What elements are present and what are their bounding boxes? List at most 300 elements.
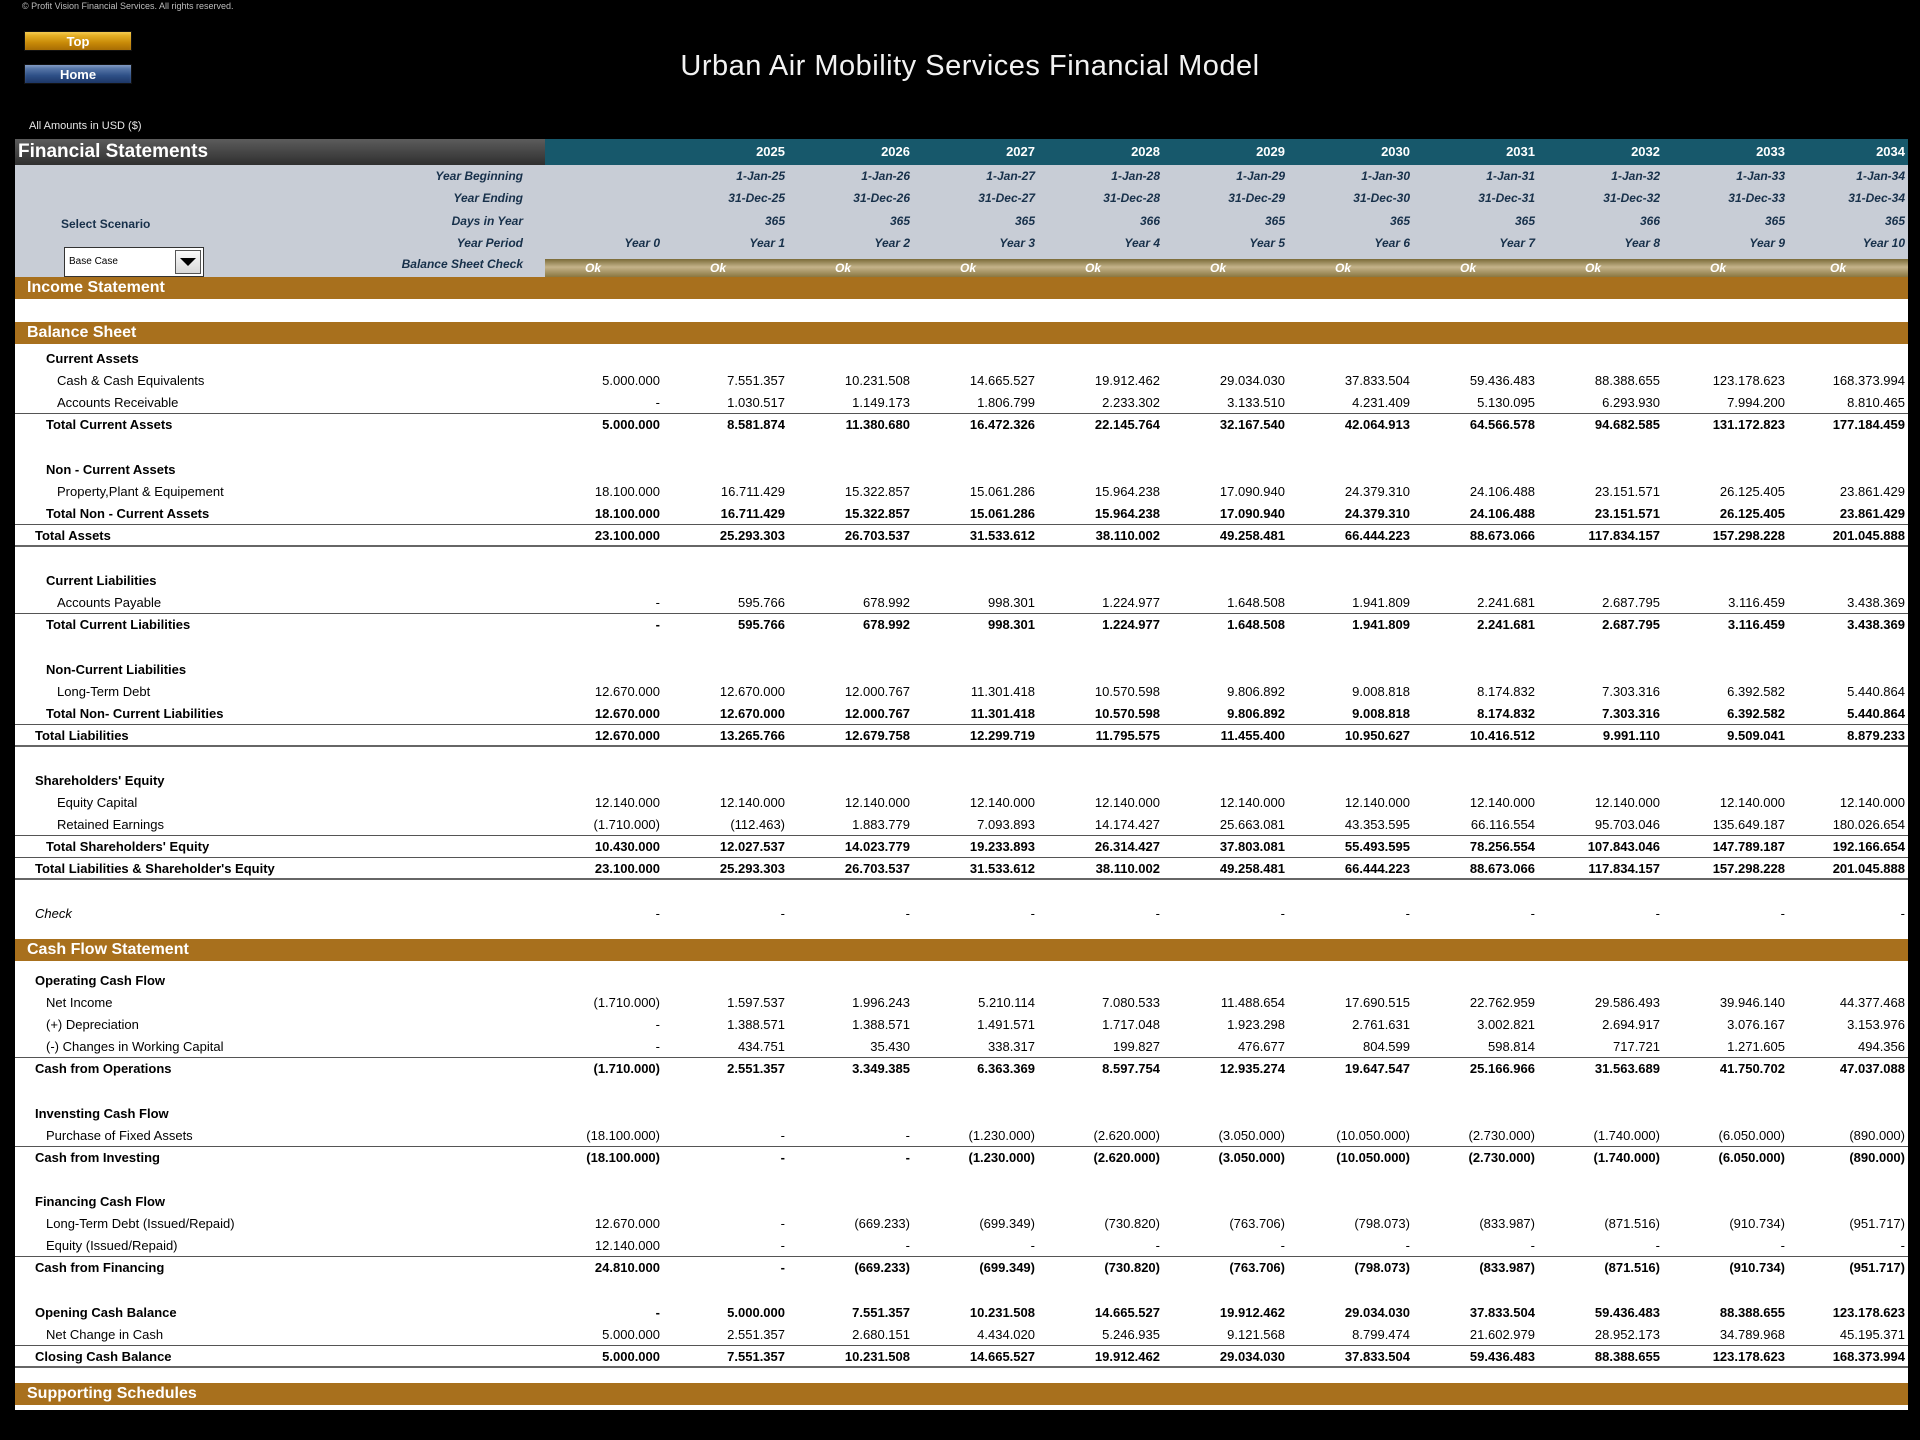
cash-flow-band[interactable]: Cash Flow Statement — [15, 939, 1908, 961]
table-row — [15, 992, 1908, 1014]
year-ending-cell: 31-Dec-27 — [978, 191, 1035, 205]
row-label: Net Change in Cash — [46, 1327, 164, 1342]
row-value-cell: 9.008.818 — [1352, 684, 1410, 699]
row-label: Closing Cash Balance — [35, 1349, 172, 1364]
row-value-cell: 22.762.959 — [1469, 995, 1535, 1010]
row-value-cell: - — [1405, 1238, 1410, 1253]
row-value-cell: 1.271.605 — [1727, 1039, 1785, 1054]
balance-check-cell: Ok — [1460, 261, 1477, 275]
row-value-cell: 1.996.243 — [852, 995, 910, 1010]
row-value-cell: 135.649.187 — [1712, 817, 1785, 832]
row-value-cell: 25.166.966 — [1469, 1061, 1535, 1076]
row-label: Equity (Issued/Repaid) — [46, 1238, 178, 1253]
row-value-cell: 3.076.167 — [1727, 1017, 1785, 1032]
row-value-cell: 2.687.795 — [1602, 617, 1660, 632]
year-ending-cell: 31-Dec-28 — [1103, 191, 1160, 205]
row-value-cell: - — [905, 1238, 910, 1253]
year-header-cell: 2025 — [756, 144, 785, 159]
row-label: Total Current Assets — [46, 417, 173, 432]
row-value-cell: 12.679.758 — [844, 728, 910, 743]
row-value-cell: 199.827 — [1113, 1039, 1160, 1054]
row-value-cell: 5.440.864 — [1847, 706, 1905, 721]
row-label: Long-Term Debt — [57, 684, 151, 699]
row-value-cell: - — [1530, 906, 1535, 921]
row-label: Invensting Cash Flow — [35, 1106, 169, 1121]
row-value-cell: 998.301 — [988, 595, 1035, 610]
row-value-cell: 25.293.303 — [719, 528, 785, 543]
row-value-cell: - — [1780, 1238, 1785, 1253]
row-value-cell: 7.551.357 — [727, 373, 785, 388]
row-value-cell: 8.174.832 — [1477, 706, 1535, 721]
table-row — [15, 503, 1908, 525]
balance-check-cell: Ok — [1210, 261, 1227, 275]
row-value-cell: 1.923.298 — [1227, 1017, 1285, 1032]
row-value-cell: 123.178.623 — [1832, 1305, 1905, 1320]
row-value-cell: 595.766 — [738, 617, 785, 632]
row-value-cell: (833.987) — [1479, 1260, 1535, 1275]
row-value-cell: - — [1280, 1238, 1285, 1253]
row-value-cell: (18.100.000) — [586, 1150, 660, 1165]
row-value-cell: 9.806.892 — [1227, 684, 1285, 699]
row-value-cell: 8.581.874 — [727, 417, 785, 432]
year-period-cell: Year 4 — [1124, 236, 1160, 250]
row-value-cell: 49.258.481 — [1219, 861, 1285, 876]
row-value-cell: - — [780, 1260, 785, 1275]
year-header-cell: 2032 — [1631, 144, 1660, 159]
row-value-cell: (2.730.000) — [1468, 1150, 1535, 1165]
row-value-cell: 14.665.527 — [969, 373, 1035, 388]
row-label: Current Liabilities — [46, 573, 157, 588]
days-in-year-cell: 365 — [1514, 214, 1535, 228]
row-value-cell: 1.491.571 — [977, 1017, 1035, 1032]
row-value-cell: 1.224.977 — [1102, 595, 1160, 610]
row-value-cell: 35.430 — [870, 1039, 910, 1054]
row-value-cell: (951.717) — [1849, 1216, 1905, 1231]
row-value-cell: - — [655, 1017, 660, 1032]
year-beginning-cell: 1-Jan-29 — [1236, 169, 1285, 183]
balance-check-cell: Ok — [585, 261, 602, 275]
table-row — [15, 858, 1908, 880]
year-beginning-cell: 1-Jan-27 — [986, 169, 1035, 183]
year-period-label: Year Period — [456, 236, 523, 250]
year-ending-cell: 31-Dec-25 — [728, 191, 785, 205]
table-row — [15, 392, 1908, 414]
row-value-cell: (730.820) — [1104, 1216, 1160, 1231]
row-value-cell: 1.648.508 — [1227, 595, 1285, 610]
row-value-cell: 8.879.233 — [1847, 728, 1905, 743]
year-period-cell: Year 6 — [1374, 236, 1410, 250]
row-value-cell: 9.806.892 — [1227, 706, 1285, 721]
row-value-cell: 168.373.994 — [1832, 1349, 1905, 1364]
days-in-year-cell: 365 — [1264, 214, 1285, 228]
row-value-cell: 7.994.200 — [1727, 395, 1785, 410]
balance-check-cell: Ok — [1085, 261, 1102, 275]
row-value-cell: 15.964.238 — [1094, 506, 1160, 521]
row-value-cell: 157.298.228 — [1712, 861, 1785, 876]
row-value-cell: 1.030.517 — [727, 395, 785, 410]
year-beginning-cell: 1-Jan-33 — [1736, 169, 1785, 183]
row-value-cell: 17.090.940 — [1219, 484, 1285, 499]
row-value-cell: 37.803.081 — [1219, 839, 1285, 854]
row-value-cell: (699.349) — [979, 1216, 1035, 1231]
row-value-cell: (798.073) — [1354, 1260, 1410, 1275]
supporting-schedules-band[interactable]: Supporting Schedules — [15, 1383, 1908, 1405]
row-value-cell: 11.455.400 — [1220, 728, 1285, 743]
row-value-cell: 14.665.527 — [969, 1349, 1035, 1364]
days-in-year-cell: 365 — [889, 214, 910, 228]
scenario-select-value: Base Case — [69, 256, 118, 267]
row-value-cell: 10.570.598 — [1094, 684, 1160, 699]
row-value-cell: 8.174.832 — [1477, 684, 1535, 699]
row-value-cell: 26.314.427 — [1094, 839, 1160, 854]
row-value-cell: 434.751 — [738, 1039, 785, 1054]
row-value-cell: 12.000.767 — [844, 684, 910, 699]
row-value-cell: 2.241.681 — [1477, 617, 1535, 632]
row-value-cell: 2.694.917 — [1602, 1017, 1660, 1032]
row-value-cell: 1.149.173 — [852, 395, 910, 410]
row-value-cell: 45.195.371 — [1839, 1327, 1905, 1342]
row-value-cell: - — [655, 395, 660, 410]
row-value-cell: 8.810.465 — [1847, 395, 1905, 410]
table-row — [15, 1014, 1908, 1036]
row-value-cell: 88.388.655 — [1594, 373, 1660, 388]
balance-check-cell: Ok — [710, 261, 727, 275]
row-label: (+) Depreciation — [46, 1017, 139, 1032]
year-ending-cell: 31-Dec-29 — [1228, 191, 1285, 205]
row-value-cell: - — [655, 595, 660, 610]
row-label: Operating Cash Flow — [35, 973, 166, 988]
row-label: Retained Earnings — [57, 817, 164, 832]
row-value-cell: - — [655, 906, 660, 921]
row-value-cell: 7.080.533 — [1102, 995, 1160, 1010]
year-period-cell: Year 1 — [749, 236, 785, 250]
row-value-cell: 6.392.582 — [1727, 684, 1785, 699]
row-value-cell: (1.710.000) — [593, 1061, 660, 1076]
row-value-cell: 12.670.000 — [594, 1216, 660, 1231]
row-value-cell: 12.000.767 — [844, 706, 910, 721]
row-value-cell: 88.673.066 — [1469, 861, 1535, 876]
row-value-cell: - — [1530, 1238, 1535, 1253]
row-value-cell: 12.670.000 — [594, 684, 660, 699]
row-value-cell: (699.349) — [979, 1260, 1035, 1275]
table-row — [15, 1125, 1908, 1147]
row-value-cell: 12.140.000 — [594, 1238, 660, 1253]
row-value-cell: 180.026.654 — [1832, 817, 1905, 832]
table-row — [15, 792, 1908, 814]
table-row — [15, 814, 1908, 836]
table-row — [15, 348, 1908, 370]
row-value-cell: 14.665.527 — [1094, 1305, 1160, 1320]
row-label: (-) Changes in Working Capital — [46, 1039, 224, 1054]
top-button[interactable]: Top — [24, 31, 132, 51]
table-row — [15, 570, 1908, 592]
row-value-cell: 23.100.000 — [594, 528, 660, 543]
row-value-cell: - — [905, 906, 910, 921]
table-row — [15, 725, 1908, 747]
row-value-cell: - — [1280, 906, 1285, 921]
row-value-cell: 3.133.510 — [1227, 395, 1285, 410]
row-value-cell: 24.379.310 — [1344, 484, 1410, 499]
row-value-cell: (890.000) — [1849, 1150, 1905, 1165]
row-value-cell: 3.116.459 — [1727, 617, 1785, 632]
row-label: Cash from Financing — [35, 1260, 165, 1275]
row-value-cell: 64.566.578 — [1469, 417, 1535, 432]
row-value-cell: 8.799.474 — [1352, 1327, 1410, 1342]
row-value-cell: 24.106.488 — [1469, 506, 1535, 521]
row-value-cell: 15.322.857 — [844, 506, 910, 521]
row-value-cell: - — [780, 1238, 785, 1253]
amounts-note: All Amounts in USD ($) — [29, 120, 142, 132]
row-value-cell: 47.037.088 — [1839, 1061, 1905, 1076]
row-label: Financing Cash Flow — [35, 1194, 166, 1209]
row-value-cell: - — [1900, 1238, 1905, 1253]
row-value-cell: 42.064.913 — [1344, 417, 1410, 432]
row-value-cell: 5.246.935 — [1102, 1327, 1160, 1342]
row-value-cell: 6.293.930 — [1602, 395, 1660, 410]
row-value-cell: 23.151.571 — [1594, 484, 1660, 499]
row-value-cell: 19.233.893 — [969, 839, 1035, 854]
row-value-cell: 23.151.571 — [1594, 506, 1660, 521]
row-value-cell: 3.002.821 — [1477, 1017, 1535, 1032]
row-value-cell: 476.677 — [1238, 1039, 1285, 1054]
row-value-cell: 26.125.405 — [1719, 506, 1785, 521]
row-value-cell: 2.687.795 — [1602, 595, 1660, 610]
year-ending-cell: 31-Dec-34 — [1848, 191, 1905, 205]
row-value-cell: 123.178.623 — [1712, 1349, 1785, 1364]
home-button[interactable]: Home — [24, 64, 132, 84]
row-value-cell: 10.231.508 — [969, 1305, 1035, 1320]
row-value-cell: - — [1030, 1238, 1035, 1253]
row-value-cell: 7.093.893 — [977, 817, 1035, 832]
row-value-cell: 38.110.002 — [1095, 861, 1160, 876]
year-period-cell: Year 10 — [1862, 236, 1905, 250]
row-value-cell: (910.734) — [1729, 1216, 1785, 1231]
row-value-cell: (669.233) — [854, 1216, 910, 1231]
row-value-cell: 14.174.427 — [1094, 817, 1160, 832]
row-value-cell: 117.834.157 — [1588, 528, 1660, 543]
row-value-cell: 12.670.000 — [719, 684, 785, 699]
row-value-cell: 7.551.357 — [852, 1305, 910, 1320]
row-value-cell: 88.388.655 — [1719, 1305, 1785, 1320]
row-value-cell: 9.008.818 — [1352, 706, 1410, 721]
row-value-cell: - — [1655, 1238, 1660, 1253]
table-row — [15, 770, 1908, 792]
row-value-cell: 16.711.429 — [720, 506, 785, 521]
row-value-cell: 24.106.488 — [1469, 484, 1535, 499]
row-value-cell: 9.509.041 — [1727, 728, 1785, 743]
row-value-cell: 32.167.540 — [1219, 417, 1285, 432]
year-beginning-cell: 1-Jan-28 — [1111, 169, 1160, 183]
row-value-cell: 12.140.000 — [1839, 795, 1905, 810]
row-value-cell: 23.100.000 — [594, 861, 660, 876]
row-value-cell: 59.436.483 — [1469, 1349, 1535, 1364]
row-value-cell: 1.388.571 — [727, 1017, 785, 1032]
row-label: Equity Capital — [57, 795, 138, 810]
row-value-cell: 12.140.000 — [1719, 795, 1785, 810]
row-value-cell: 494.356 — [1858, 1039, 1905, 1054]
row-value-cell: (10.050.000) — [1336, 1150, 1410, 1165]
row-value-cell: 59.436.483 — [1594, 1305, 1660, 1320]
row-value-cell: 29.034.030 — [1219, 373, 1285, 388]
row-value-cell: 131.172.823 — [1712, 417, 1785, 432]
row-value-cell: 998.301 — [988, 617, 1035, 632]
row-value-cell: 3.438.369 — [1847, 617, 1905, 632]
row-value-cell: 10.950.627 — [1344, 728, 1410, 743]
row-value-cell: (2.730.000) — [1468, 1128, 1535, 1143]
row-value-cell: 12.299.719 — [969, 728, 1035, 743]
row-value-cell: 19.647.547 — [1344, 1061, 1410, 1076]
table-row — [15, 1324, 1908, 1346]
row-value-cell: 37.833.504 — [1469, 1305, 1535, 1320]
year-header-cell: 2034 — [1876, 144, 1905, 159]
row-value-cell: (890.000) — [1849, 1128, 1905, 1143]
row-value-cell: 8.597.754 — [1102, 1061, 1160, 1076]
row-value-cell: 5.210.114 — [978, 995, 1035, 1010]
table-row — [15, 414, 1908, 436]
row-value-cell: 12.140.000 — [594, 795, 660, 810]
row-value-cell: 4.434.020 — [977, 1327, 1035, 1342]
year-period-cell: Year 7 — [1499, 236, 1535, 250]
balance-sheet-band[interactable]: Balance Sheet — [15, 322, 1908, 344]
table-row — [15, 525, 1908, 547]
year-period-cell: Year 8 — [1624, 236, 1660, 250]
balance-sheet-check-label: Balance Sheet Check — [401, 257, 523, 271]
row-value-cell: 12.140.000 — [969, 795, 1035, 810]
row-value-cell: (6.050.000) — [1718, 1128, 1785, 1143]
table-row — [15, 1235, 1908, 1257]
row-value-cell: 9.121.568 — [1227, 1327, 1285, 1342]
row-value-cell: 11.301.418 — [970, 706, 1035, 721]
row-label: Property,Plant & Equipement — [57, 484, 224, 499]
years-header-bar — [15, 139, 1908, 165]
row-value-cell: 37.833.504 — [1344, 1349, 1410, 1364]
row-value-cell: (3.050.000) — [1218, 1128, 1285, 1143]
row-label: Accounts Payable — [57, 595, 162, 610]
row-value-cell: 29.034.030 — [1219, 1349, 1285, 1364]
days-in-year-cell: 365 — [764, 214, 785, 228]
row-value-cell: 2.551.357 — [727, 1327, 785, 1342]
row-value-cell: 11.380.680 — [845, 417, 910, 432]
row-value-cell: (18.100.000) — [586, 1128, 660, 1143]
table-row — [15, 592, 1908, 614]
row-value-cell: 678.992 — [863, 595, 910, 610]
balance-check-cell: Ok — [1335, 261, 1352, 275]
row-label: Check — [35, 906, 72, 921]
row-label: Total Liabilities — [35, 728, 129, 743]
row-value-cell: 12.140.000 — [1344, 795, 1410, 810]
row-value-cell: 147.789.187 — [1712, 839, 1785, 854]
row-value-cell: - — [655, 1039, 660, 1054]
row-value-cell: 55.493.595 — [1344, 839, 1410, 854]
row-value-cell: 5.000.000 — [602, 1327, 660, 1342]
row-value-cell: 192.166.654 — [1832, 839, 1905, 854]
row-value-cell: (1.230.000) — [968, 1150, 1035, 1165]
row-label: Purchase of Fixed Assets — [46, 1128, 193, 1143]
row-value-cell: 2.233.302 — [1102, 395, 1160, 410]
row-label: Total Non - Current Assets — [46, 506, 210, 521]
row-value-cell: 19.912.462 — [1094, 373, 1160, 388]
table-row — [15, 1302, 1908, 1324]
row-value-cell: 6.363.369 — [977, 1061, 1035, 1076]
row-value-cell: 24.379.310 — [1344, 506, 1410, 521]
row-value-cell: 2.551.357 — [727, 1061, 785, 1076]
row-value-cell: (910.734) — [1729, 1260, 1785, 1275]
income-statement-band[interactable]: Income Statement — [15, 277, 1908, 299]
row-value-cell: - — [1655, 906, 1660, 921]
row-label: Long-Term Debt (Issued/Repaid) — [46, 1216, 235, 1231]
row-value-cell: 12.140.000 — [844, 795, 910, 810]
row-label: Total Current Liabilities — [46, 617, 191, 632]
row-value-cell: 157.298.228 — [1712, 528, 1785, 543]
row-value-cell: - — [655, 1305, 660, 1320]
row-value-cell: 123.178.623 — [1712, 373, 1785, 388]
row-value-cell: 338.317 — [988, 1039, 1035, 1054]
year-ending-cell: 31-Dec-26 — [853, 191, 910, 205]
row-value-cell: 26.703.537 — [844, 528, 910, 543]
row-value-cell: - — [655, 617, 660, 632]
row-value-cell: 598.814 — [1488, 1039, 1535, 1054]
row-value-cell: 21.602.979 — [1469, 1327, 1535, 1342]
row-value-cell: 595.766 — [738, 595, 785, 610]
row-value-cell: 10.231.508 — [844, 373, 910, 388]
row-value-cell: 11.301.418 — [970, 684, 1035, 699]
row-value-cell: 168.373.994 — [1832, 373, 1905, 388]
row-value-cell: 41.750.702 — [1719, 1061, 1785, 1076]
row-value-cell: 12.670.000 — [719, 706, 785, 721]
row-value-cell: 2.680.151 — [852, 1327, 910, 1342]
row-value-cell: (1.740.000) — [1593, 1150, 1660, 1165]
row-value-cell: 9.991.110 — [1602, 728, 1660, 743]
row-value-cell: 13.265.766 — [719, 728, 785, 743]
row-value-cell: 7.303.316 — [1602, 706, 1660, 721]
row-value-cell: 66.116.554 — [1470, 817, 1535, 832]
row-value-cell: 717.721 — [1613, 1039, 1660, 1054]
year-period-cell: Year 0 — [624, 236, 660, 250]
row-value-cell: 22.145.764 — [1094, 417, 1160, 432]
row-value-cell: 18.100.000 — [594, 506, 660, 521]
row-value-cell: 1.388.571 — [852, 1017, 910, 1032]
row-value-cell: 29.586.493 — [1594, 995, 1660, 1010]
row-label: Cash from Operations — [35, 1061, 172, 1076]
year-beginning-cell: 1-Jan-34 — [1856, 169, 1905, 183]
row-value-cell: (871.516) — [1604, 1216, 1660, 1231]
table-row — [15, 1103, 1908, 1125]
row-label: Cash & Cash Equivalents — [57, 373, 205, 388]
table-row — [15, 459, 1908, 481]
days-in-year-cell: 365 — [1014, 214, 1035, 228]
row-value-cell: 1.224.977 — [1102, 617, 1160, 632]
row-value-cell: 38.110.002 — [1095, 528, 1160, 543]
row-value-cell: 16.472.326 — [969, 417, 1035, 432]
row-value-cell: (112.463) — [730, 817, 785, 832]
row-value-cell: 88.388.655 — [1594, 1349, 1660, 1364]
row-value-cell: 10.416.512 — [1469, 728, 1535, 743]
balance-check-cell: Ok — [1710, 261, 1727, 275]
table-row — [15, 1058, 1908, 1080]
row-value-cell: 12.140.000 — [1219, 795, 1285, 810]
year-period-cell: Year 9 — [1749, 236, 1785, 250]
row-value-cell: (669.233) — [854, 1260, 910, 1275]
year-beginning-cell: 1-Jan-32 — [1611, 169, 1660, 183]
table-row — [15, 659, 1908, 681]
row-value-cell: - — [1155, 1238, 1160, 1253]
row-value-cell: 19.912.462 — [1094, 1349, 1160, 1364]
table-row — [15, 370, 1908, 392]
year-beginning-cell: 1-Jan-30 — [1361, 169, 1410, 183]
days-in-year-cell: 365 — [1764, 214, 1785, 228]
row-label: Total Non- Current Liabilities — [46, 706, 224, 721]
row-value-cell: 3.438.369 — [1847, 595, 1905, 610]
